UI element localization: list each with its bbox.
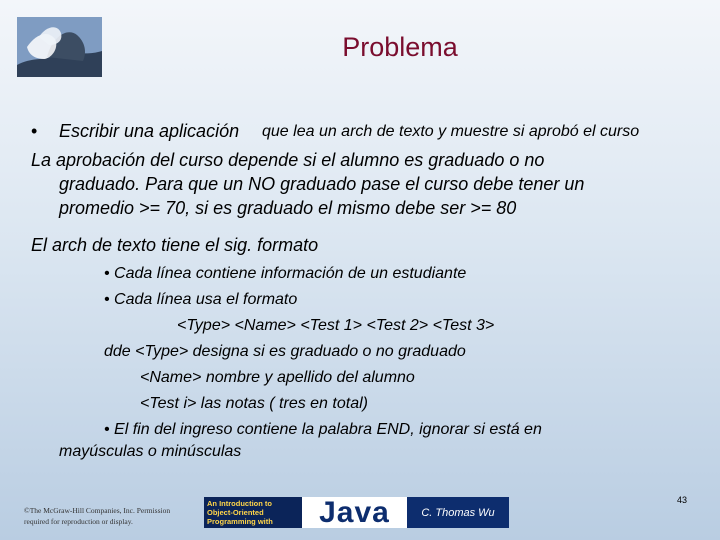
name-description: <Name> nombre y apellido del alumno xyxy=(140,369,415,386)
copyright-notice xyxy=(24,505,204,527)
paragraph-3: El arch de texto tiene el sig. formato xyxy=(31,235,319,255)
banner-subtitle xyxy=(204,497,302,528)
copyright-line-1: ©The McGraw-Hill Companies, Inc. Permission xyxy=(24,506,171,515)
sub-bullet-3: • El fin del ingreso contiene la palabra END, ignorar si está en xyxy=(104,421,542,438)
paragraph-1-end: que lea un arch de texto y muestre si aprobó el curso xyxy=(262,123,640,140)
banner-java-wordmark: Java xyxy=(302,497,407,528)
banner-line-2: Object-Oriented xyxy=(207,508,264,517)
bullet-marker: • xyxy=(31,121,38,141)
format-line: <Type> <Name> <Test 1> <Test 2> <Test 3> xyxy=(177,317,495,334)
paragraph-1-start: Escribir una aplicación xyxy=(59,121,240,141)
banner-line-3: Programming with xyxy=(207,517,273,526)
sub-bullet-3-continued: mayúsculas o minúsculas xyxy=(59,443,242,460)
sub-bullet-2: • Cada línea usa el formato xyxy=(104,291,298,308)
paragraph-2-line-1: La aprobación del curso depende si el alumno es graduado o no xyxy=(31,150,545,170)
banner-author: C. Thomas Wu xyxy=(421,506,495,519)
test-description: <Test i> las notas ( tres en total) xyxy=(140,395,368,412)
page-number: 43 xyxy=(677,495,688,505)
sub-bullet-1: • Cada línea contiene información de un estudiante xyxy=(104,265,467,282)
copyright-line-2: required for reproduction or display. xyxy=(24,517,133,526)
book-banner xyxy=(204,497,509,528)
banner-line-1: An Introduction to xyxy=(207,499,272,508)
paragraph-2-line-3: promedio >= 70, si es graduado el mismo debe ser >= 80 xyxy=(59,198,517,218)
type-description: dde <Type> designa si es graduado o no graduado xyxy=(104,343,466,360)
slide-title: Problema xyxy=(342,32,458,62)
paragraph-2-line-2: graduado. Para que un NO graduado pase el curso debe tener un xyxy=(59,174,585,194)
